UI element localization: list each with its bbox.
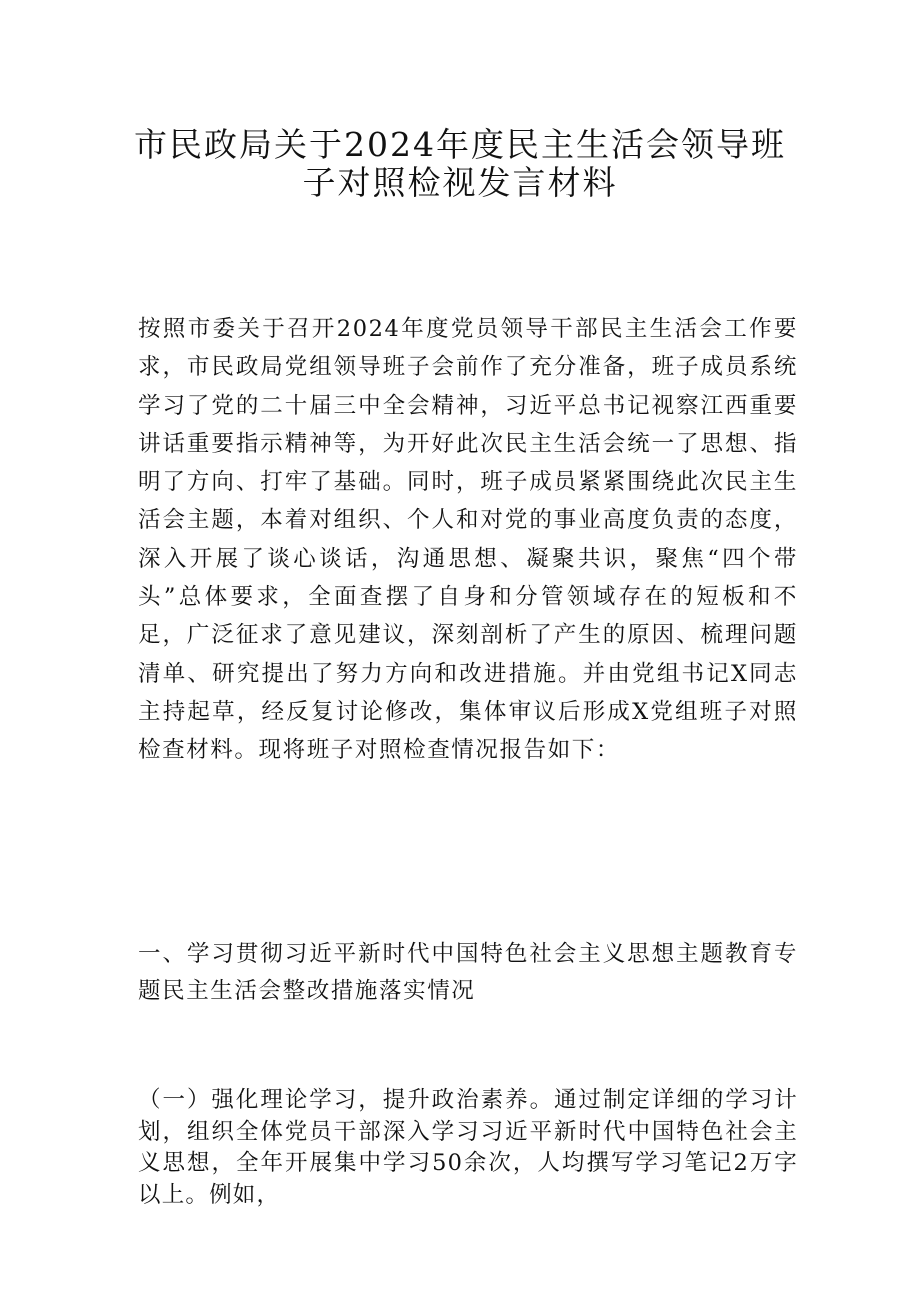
subsection-paragraph-1: （一）强化理论学习，提升政治素养。通过制定详细的学习计划，组织全体党员干部深入学习习近平新时代中国特色社会主义思想，全年开展集中学习50余次，人均撰写学习笔记2万字以上。例如， — [138, 1087, 798, 1208]
document-title-line1: 市民政局关于2024年度民主生活会领导班 — [134, 125, 786, 164]
section-heading-1: 一、学习贯彻习近平新时代中国特色社会主义思想主题教育专题民主生活会整改措施落实情况 — [138, 941, 798, 1004]
intro-paragraph: 按照市委关于召开2024年度党员领导干部民主生活会工作要求，市民政局党组领导班子会前作了充分准备，班子成员系统学习了党的二十届三中全会精神，习近平总书记视察江西重要讲话重要指示精神等，为开好此次民主生活会统一了思想、指明了方向、打牢了基础。同时，班子成员紧紧围绕此次民主生活会主题，本着对组织、个人和对党的事业高度负责的态度，深入开展了谈心谈话，沟通思想、凝聚共识，聚焦“四个带头”总体要求，全面查摆了自身和分管领域存在的短板和不足，广泛征求了意见建议，深刻剖析了产生的原因、梳理问题清单、研究提出了努力方向和改进措施。并由党组书记X同志主持起草，经反复讨论修改，集体审议后形成X党组班子对照检查材料。现将班子对照检查情况报告如下： — [138, 316, 798, 764]
document-title-line2: 子对照检视发言材料 — [302, 163, 618, 202]
